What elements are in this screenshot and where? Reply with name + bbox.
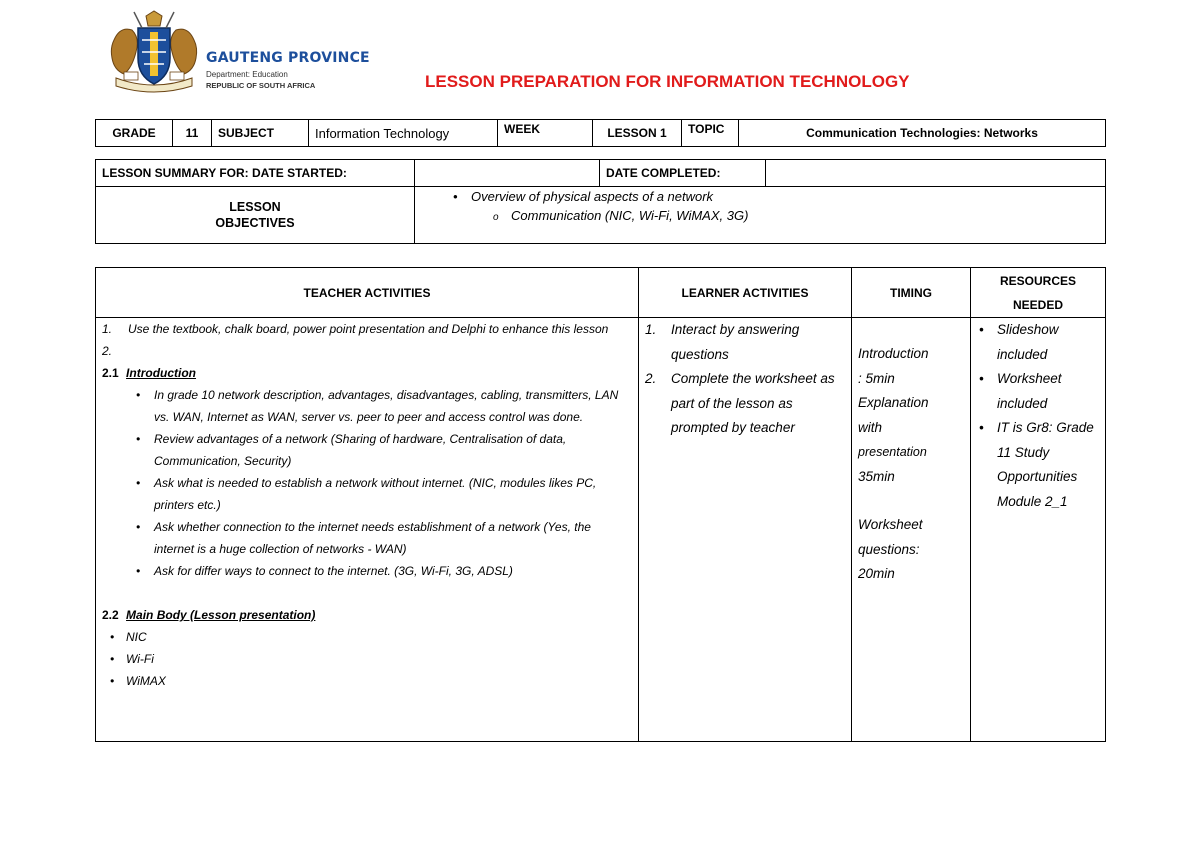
resource-item: • Slideshow included [971,318,1099,367]
timing-cell [852,318,971,742]
body-heading-line [102,604,632,626]
document-title: LESSON PREPARATION FOR INFORMATION TECHNOLOGY [425,72,910,91]
teacher-activities-header: TEACHER ACTIVITIES [96,268,639,318]
learner-item-text: Interact by answering questions [671,322,800,362]
timing-header: TIMING [852,268,971,318]
intro-bullets [102,384,632,582]
logo-country: REPUBLIC OF SOUTH AFRICA [206,81,316,90]
body-heading: Main Body (Lesson presentation) [126,608,316,622]
timing-line: Explanation [858,395,929,410]
learner-item-text: Complete the worksheet as part of the lesson as prompted by teacher [671,371,835,435]
lesson-info-table [95,119,1106,147]
resources-list [971,318,1099,514]
timing-line: Introduction [858,346,929,361]
date-completed-value [766,160,1106,187]
learner-item-num: 2. [645,371,657,386]
grade-value: 11 [173,120,212,147]
learner-activities-header: LEARNER ACTIVITIES [639,268,852,318]
coat-of-arms-icon [106,10,202,95]
teacher-item-2-num: 2. [102,344,113,358]
objective-item: • Overview of physical aspects of a network [445,187,1099,206]
subject-label: SUBJECT [212,120,309,147]
activities-table [95,267,1106,742]
resources-cell [971,318,1106,742]
objectives-label [96,187,415,244]
teacher-item-1-num: 1. [102,322,113,336]
body-bullet: • Wi-Fi [102,648,632,670]
objective-sub-item: o Communication (NIC, Wi-Fi, WiMAX, 3G) [421,206,1099,225]
learner-item [645,367,845,441]
topic-label: TOPIC [682,120,739,147]
resource-item: • IT is Gr8: Grade 11 Study Opportunities Module 2_1 [971,416,1099,514]
grade-label: GRADE [96,120,173,147]
summary-label: LESSON SUMMARY FOR: DATE STARTED: [96,160,415,187]
timing-line: with [858,419,883,435]
timing-line: Worksheet [858,517,923,532]
intro-bullet: • Review advantages of a network (Sharing of hardware, Centralisation of data, Communication, Security) [128,428,632,472]
gauteng-logo [106,10,370,95]
resources-header-text: RESOURCES NEEDED [999,273,1076,312]
intro-heading: Introduction [126,366,197,380]
intro-num: 2.1 [102,366,119,380]
teacher-item-1-text: Use the textbook, chalk board, power point presentation and Delphi to enhance this lesson [128,322,609,336]
objectives-row [96,187,1106,244]
teacher-item-1 [102,318,632,340]
teacher-activities-cell [96,318,639,742]
resource-item: • Worksheet included [971,367,1099,416]
timing-line: 35min [858,468,895,484]
body-bullets [102,626,632,692]
timing-line: : 5min [858,370,895,386]
resources-header [971,268,1106,318]
date-completed-label: DATE COMPLETED: [600,160,766,187]
date-started-value [415,160,600,187]
timing-line: presentation [858,445,927,459]
logo-province: GAUTENG PROVINCE [206,50,370,66]
body-bullet: • NIC [102,626,632,648]
learner-item [645,318,845,367]
week-label: WEEK [498,120,593,147]
body-bullet: • WiMAX [102,670,632,692]
timing-line: 20min [858,566,895,581]
intro-heading-line [102,362,632,384]
objectives-label-text: LESSON OBJECTIVES [215,200,295,230]
lesson-label: LESSON 1 [593,120,682,147]
activities-content-row [96,318,1106,742]
subject-value: Information Technology [309,120,498,147]
intro-bullet: • In grade 10 network description, advantages, disadvantages, cabling, transmitters, LAN vs. WAN, Internet as WAN, server vs. peer to peer and access control was done. [128,384,632,428]
activities-header-row [96,268,1106,318]
topic-value: Communication Technologies: Networks [739,120,1106,147]
intro-bullet: • Ask for differ ways to connect to the internet. (3G, Wi-Fi, 3G, ADSL) [128,560,632,582]
timing-line: questions: [858,541,920,557]
objectives-content [415,187,1106,244]
lesson-info-row [96,120,1106,147]
learner-item-num: 1. [645,322,657,337]
body-num: 2.2 [102,608,119,622]
summary-row [96,160,1106,187]
intro-bullet: • Ask whether connection to the internet needs establishment of a network (Yes, the internet is a huge collection of networks - WAN) [128,516,632,560]
intro-bullet: • Ask what is needed to establish a network without internet. (NIC, modules likes PC, printers etc.) [128,472,632,516]
logo-department: Department: Education [206,70,288,79]
lesson-summary-table [95,159,1106,244]
learner-activities-cell [639,318,852,742]
